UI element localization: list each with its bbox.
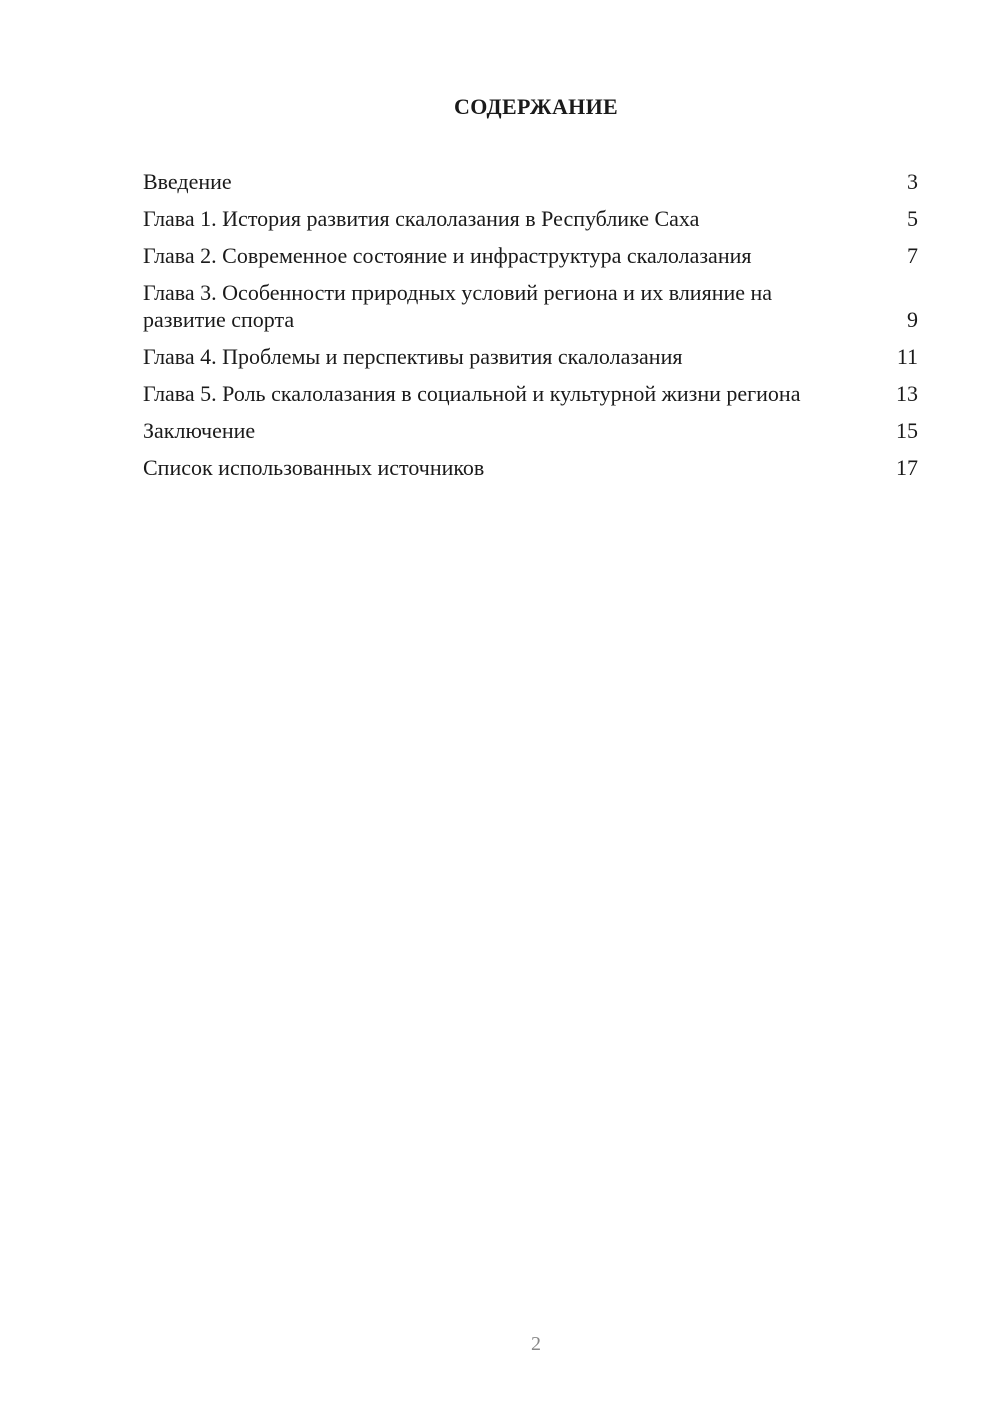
toc-entry-title: Список использованных источников xyxy=(143,455,485,480)
toc-entry-references[interactable] xyxy=(143,454,918,481)
toc-entry-title: Глава 3. Особенности природных условий региона и их влияние на развитие спорта xyxy=(143,280,773,332)
toc-entry-chapter-1[interactable] xyxy=(143,205,918,232)
toc-entry-chapter-2[interactable] xyxy=(143,242,918,269)
toc-entry-page: 17 xyxy=(896,455,918,480)
toc-entry-title: Глава 4. Проблемы и перспективы развития скалолазания xyxy=(143,344,683,369)
toc-entry-chapter-5[interactable] xyxy=(143,380,918,407)
toc-entry-page: 5 xyxy=(907,206,918,231)
toc-entry-page: 11 xyxy=(896,344,918,369)
toc-entry-title: Глава 5. Роль скалолазания в социальной и культурной жизни региона xyxy=(143,381,801,406)
toc-entry-page: 7 xyxy=(907,243,918,268)
toc-entry-page: 9 xyxy=(907,307,918,332)
toc-entry-page: 3 xyxy=(907,169,918,194)
toc-entry-conclusion[interactable] xyxy=(143,417,918,444)
toc-entry-introduction[interactable] xyxy=(143,168,918,195)
page-title: СОДЕРЖАНИЕ xyxy=(454,94,618,119)
toc-entry-title: Глава 1. История развития скалолазания в Республике Саха xyxy=(143,206,700,231)
page-number: 2 xyxy=(531,1333,541,1355)
table-of-contents xyxy=(143,168,918,491)
toc-entry-title: Глава 2. Современное состояние и инфраструктура скалолазания xyxy=(143,243,752,268)
toc-entry-title: Введение xyxy=(143,169,232,194)
toc-entry-page: 13 xyxy=(896,381,918,406)
toc-entry-chapter-4[interactable] xyxy=(143,343,918,370)
toc-entry-page: 15 xyxy=(896,418,918,443)
toc-entry-chapter-3[interactable] xyxy=(143,279,918,333)
toc-entry-title: Заключение xyxy=(143,418,256,443)
